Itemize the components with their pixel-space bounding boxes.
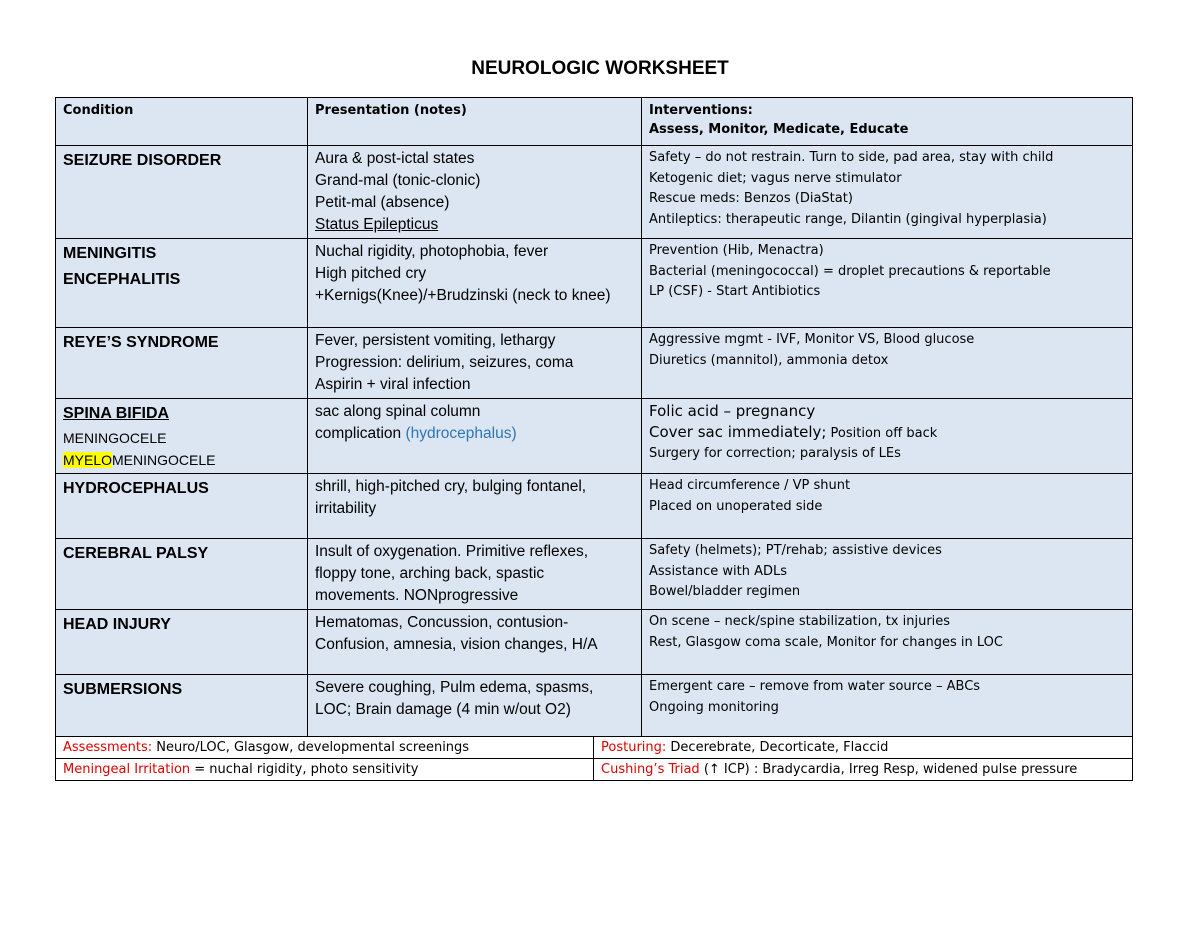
intervention-line: Ongoing monitoring: [649, 699, 779, 715]
presentation-line: Progression: delirium, seizures, coma: [315, 354, 574, 371]
presentation-line: Hematomas, Concussion, contusion-: [315, 614, 569, 631]
intervention-line: LP (CSF) - Start Antibiotics: [649, 284, 821, 299]
table-row: [56, 474, 1133, 539]
presentation-line: High pitched cry: [315, 265, 427, 282]
presentation-line: sac along spinal column: [315, 403, 481, 420]
condition-name: HYDROCEPHALUS: [63, 480, 209, 497]
summary-row: [56, 737, 1133, 759]
meningeal-label: Meningeal Irritation: [63, 762, 191, 777]
condition-name: SPINA BIFIDA: [63, 405, 170, 422]
table-row: [56, 610, 1133, 675]
interventions-cell: [642, 399, 1133, 474]
condition-name: SEIZURE DISORDER: [63, 152, 222, 169]
presentation-cell: [308, 539, 642, 610]
presentation-cell: [308, 239, 642, 328]
presentation-line: movements. NONprogressive: [315, 587, 519, 604]
meningeal-cell: [56, 759, 594, 781]
condition-subtype: MENINGOCELE: [63, 430, 167, 446]
presentation-line: Aspirin + viral infection: [315, 376, 471, 393]
intervention-line: Bowel/bladder regimen: [649, 584, 801, 599]
condition-name: REYE’S SYNDROME: [63, 334, 219, 351]
interventions-cell: [642, 146, 1133, 239]
intervention-line: Ketogenic diet; vagus nerve stimulator: [649, 170, 902, 186]
intervention-emphasis: Cover sac immediately;: [649, 422, 827, 441]
intervention-note: Position off back: [826, 425, 938, 441]
presentation-cell: [308, 675, 642, 737]
page-title: NEUROLOGIC WORKSHEET: [471, 58, 729, 79]
intervention-line: Rest, Glasgow coma scale, Monitor for changes in LOC: [649, 634, 1003, 650]
condition-subtype: [63, 449, 300, 471]
cushing-text: (↑ ICP) : Bradycardia, Irreg Resp, widened pulse pressure: [699, 762, 1078, 777]
interventions-cell: [642, 328, 1133, 399]
header-interventions: [642, 98, 1133, 146]
cushing-cell: [594, 759, 1133, 781]
presentation-cell: [308, 399, 642, 474]
condition-cell: [56, 146, 308, 239]
intervention-line: Safety (helmets); PT/rehab; assistive devices: [649, 543, 942, 558]
intervention-line: On scene – neck/spine stabilization, tx injuries: [649, 614, 951, 629]
intervention-line: Assistance with ADLs: [649, 563, 788, 579]
condition-name: MENINGITIS: [63, 245, 157, 262]
intervention-line: Diuretics (mannitol), ammonia detox: [649, 352, 889, 368]
intervention-line: Surgery for correction; paralysis of LEs: [649, 446, 901, 461]
header-interventions-sub: Assess, Monitor, Medicate, Educate: [649, 122, 909, 137]
header-presentation: Presentation (notes): [308, 98, 642, 146]
condition-cell: [56, 399, 308, 474]
presentation-line: Insult of oxygenation. Primitive reflexes,: [315, 543, 589, 560]
presentation-line: Aura & post-ictal states: [315, 150, 475, 167]
presentation-line: [315, 423, 634, 445]
cushing-label: Cushing’s Triad: [601, 762, 700, 777]
condition-cell: [56, 239, 308, 328]
presentation-line: Severe coughing, Pulm edema, spasms,: [315, 679, 594, 696]
assessments-cell: [56, 737, 594, 759]
table-row: [56, 328, 1133, 399]
presentation-line: shrill, high-pitched cry, bulging fontanel,: [315, 478, 587, 495]
intervention-line: [649, 422, 1125, 445]
intervention-line: Emergent care – remove from water source – ABCs: [649, 679, 981, 694]
intervention-line: Placed on unoperated side: [649, 498, 823, 514]
presentation-line: +Kernigs(Knee)/+Brudzinski (neck to knee): [315, 287, 611, 304]
intervention-line: Head circumference / VP shunt: [649, 478, 851, 493]
worksheet-table: [55, 97, 1133, 737]
complication-value: (hydrocephalus): [405, 425, 517, 442]
condition-cell: [56, 474, 308, 539]
table-row: [56, 399, 1133, 474]
presentation-line: Fever, persistent vomiting, lethargy: [315, 332, 556, 349]
table-row: [56, 539, 1133, 610]
summary-row: [56, 759, 1133, 781]
presentation-line: Confusion, amnesia, vision changes, H/A: [315, 636, 598, 653]
intervention-line: Prevention (Hib, Menactra): [649, 243, 824, 258]
condition-cell: [56, 610, 308, 675]
header-interventions-title: Interventions:: [649, 103, 753, 118]
intervention-line: Bacterial (meningococcal) = droplet precautions & reportable: [649, 263, 1051, 279]
presentation-line: irritability: [315, 500, 377, 517]
presentation-cell: [308, 474, 642, 539]
interventions-cell: [642, 474, 1133, 539]
posturing-label: Posturing:: [601, 740, 667, 755]
condition-cell: [56, 328, 308, 399]
interventions-cell: [642, 610, 1133, 675]
presentation-line: LOC; Brain damage (4 min w/out O2): [315, 701, 571, 718]
presentation-line: Grand-mal (tonic-clonic): [315, 172, 481, 189]
table-row: [56, 675, 1133, 737]
intervention-line: Antileptics: therapeutic range, Dilantin (gingival hyperplasia): [649, 211, 1047, 227]
assessments-label: Assessments:: [63, 740, 153, 755]
condition-name: CEREBRAL PALSY: [63, 545, 209, 562]
interventions-cell: [642, 675, 1133, 737]
intervention-line: Aggressive mgmt - IVF, Monitor VS, Blood glucose: [649, 332, 975, 347]
presentation-cell: [308, 328, 642, 399]
presentation-line: Nuchal rigidity, photophobia, fever: [315, 243, 549, 260]
condition-name: SUBMERSIONS: [63, 681, 183, 698]
summary-table: [55, 736, 1133, 781]
presentation-line: floppy tone, arching back, spastic: [315, 565, 545, 582]
table-header-row: [56, 98, 1133, 146]
highlighted-prefix: MYELO: [63, 452, 113, 468]
condition-cell: [56, 675, 308, 737]
interventions-cell: [642, 539, 1133, 610]
condition-name: HEAD INJURY: [63, 616, 171, 633]
condition-cell: [56, 539, 308, 610]
complication-label: complication: [315, 425, 402, 442]
header-condition: Condition: [56, 98, 308, 146]
meningeal-text: = nuchal rigidity, photo sensitivity: [190, 762, 419, 777]
presentation-cell: [308, 146, 642, 239]
intervention-line: Safety – do not restrain. Turn to side, pad area, stay with child: [649, 150, 1054, 165]
table-row: [56, 239, 1133, 328]
presentation-line: Petit-mal (absence): [315, 194, 450, 211]
condition-name: ENCEPHALITIS: [63, 271, 181, 288]
posturing-text: Decerebrate, Decorticate, Flaccid: [666, 740, 889, 755]
presentation-cell: [308, 610, 642, 675]
intervention-line: Rescue meds: Benzos (DiaStat): [649, 191, 853, 206]
condition-subtype-rest: MENINGOCELE: [112, 452, 216, 468]
table-row: [56, 146, 1133, 239]
assessments-text: Neuro/LOC, Glasgow, developmental screenings: [152, 740, 470, 755]
posturing-cell: [594, 737, 1133, 759]
intervention-line: Folic acid – pregnancy: [649, 402, 816, 420]
presentation-line: Status Epilepticus: [315, 216, 439, 233]
interventions-cell: [642, 239, 1133, 328]
